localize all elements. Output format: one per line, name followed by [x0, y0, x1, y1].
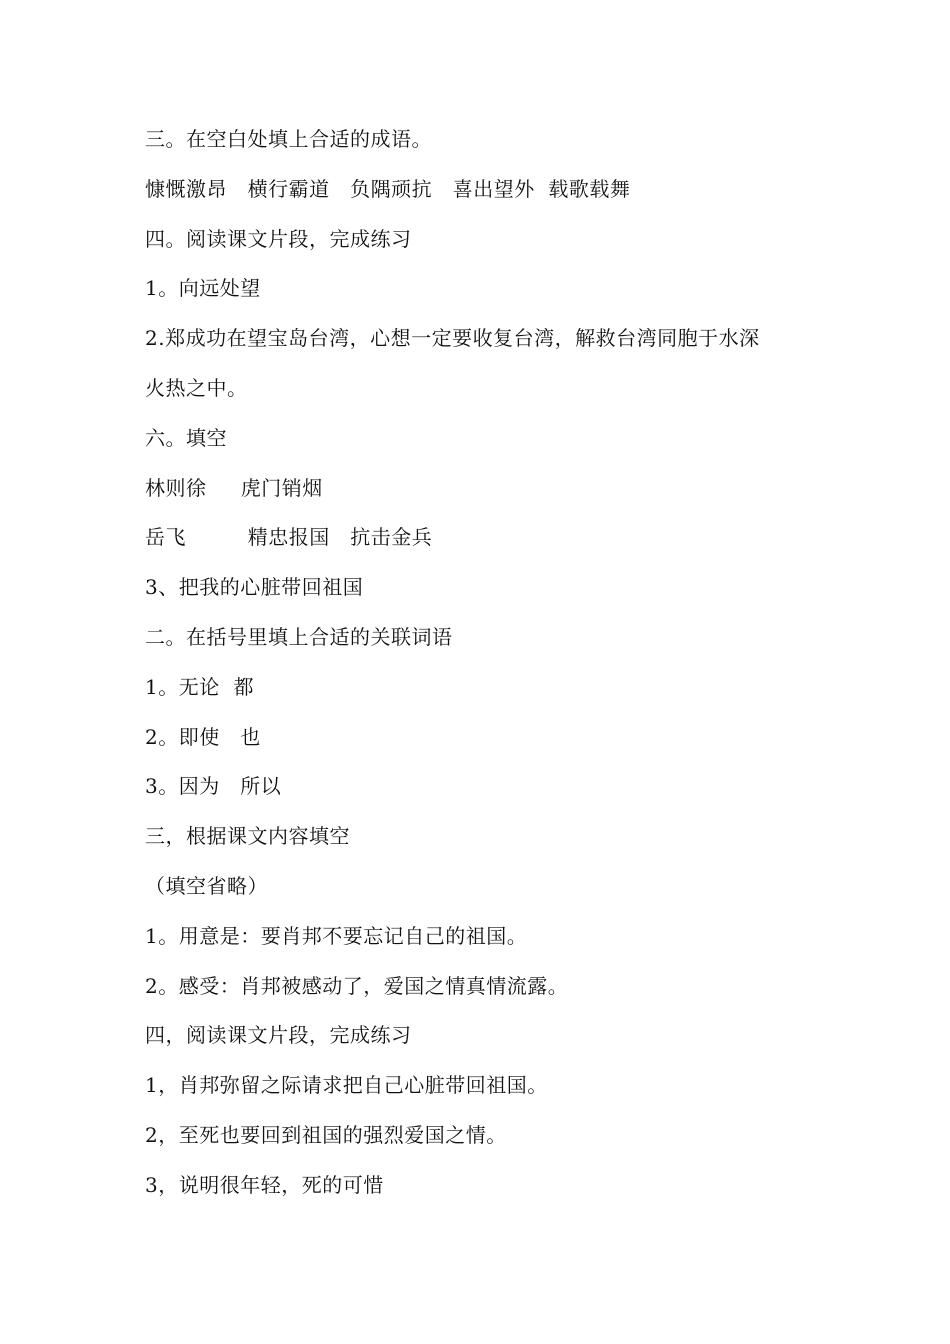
- answer-line: 2，至死也要回到祖国的强烈爱国之情。: [145, 1122, 507, 1147]
- answer-line: 慷慨激昂 横行霸道 负隅顽抗 喜出望外 载歌载舞: [145, 176, 631, 201]
- section-heading: 四，阅读课文片段，完成练习: [145, 1023, 412, 1048]
- answer-line: 2。即使 也: [145, 724, 261, 749]
- document-body: [145, 115, 845, 1211]
- section-heading: 二。在括号里填上合适的关联词语: [145, 624, 453, 649]
- answer-line: 林则徐 虎门销烟: [145, 475, 323, 500]
- answer-line: 火热之中。: [145, 375, 248, 400]
- section-heading: 3、把我的心脏带回祖国: [145, 575, 364, 600]
- section-heading: 三。在空白处填上合适的成语。: [145, 127, 432, 151]
- answer-line: 2.郑成功在望宝岛台湾，心想一定要收复台湾，解救台湾同胞于水深: [145, 326, 760, 351]
- section-heading: 六。填空: [145, 425, 227, 450]
- section-heading: 三，根据课文内容填空: [145, 824, 350, 849]
- answer-line: 1。向远处望: [145, 276, 261, 301]
- answer-line: 1。无论 都: [145, 674, 254, 699]
- answer-line: （填空省略）: [145, 873, 268, 898]
- section-heading: 四。阅读课文片段，完成练习: [145, 226, 412, 251]
- answer-line: 岳飞 精忠报国 抗击金兵: [145, 525, 433, 550]
- answer-line: 1，肖邦弥留之际请求把自己心脏带回祖国。: [145, 1073, 548, 1098]
- answer-line: 1。用意是：要肖邦不要忘记自己的祖国。: [145, 923, 528, 948]
- answer-line: 2。感受：肖邦被感动了，爱国之情真情流露。: [145, 973, 569, 998]
- answer-line: 3，说明很年轻，死的可惜: [145, 1172, 384, 1197]
- answer-line: 3。因为 所以: [145, 774, 282, 799]
